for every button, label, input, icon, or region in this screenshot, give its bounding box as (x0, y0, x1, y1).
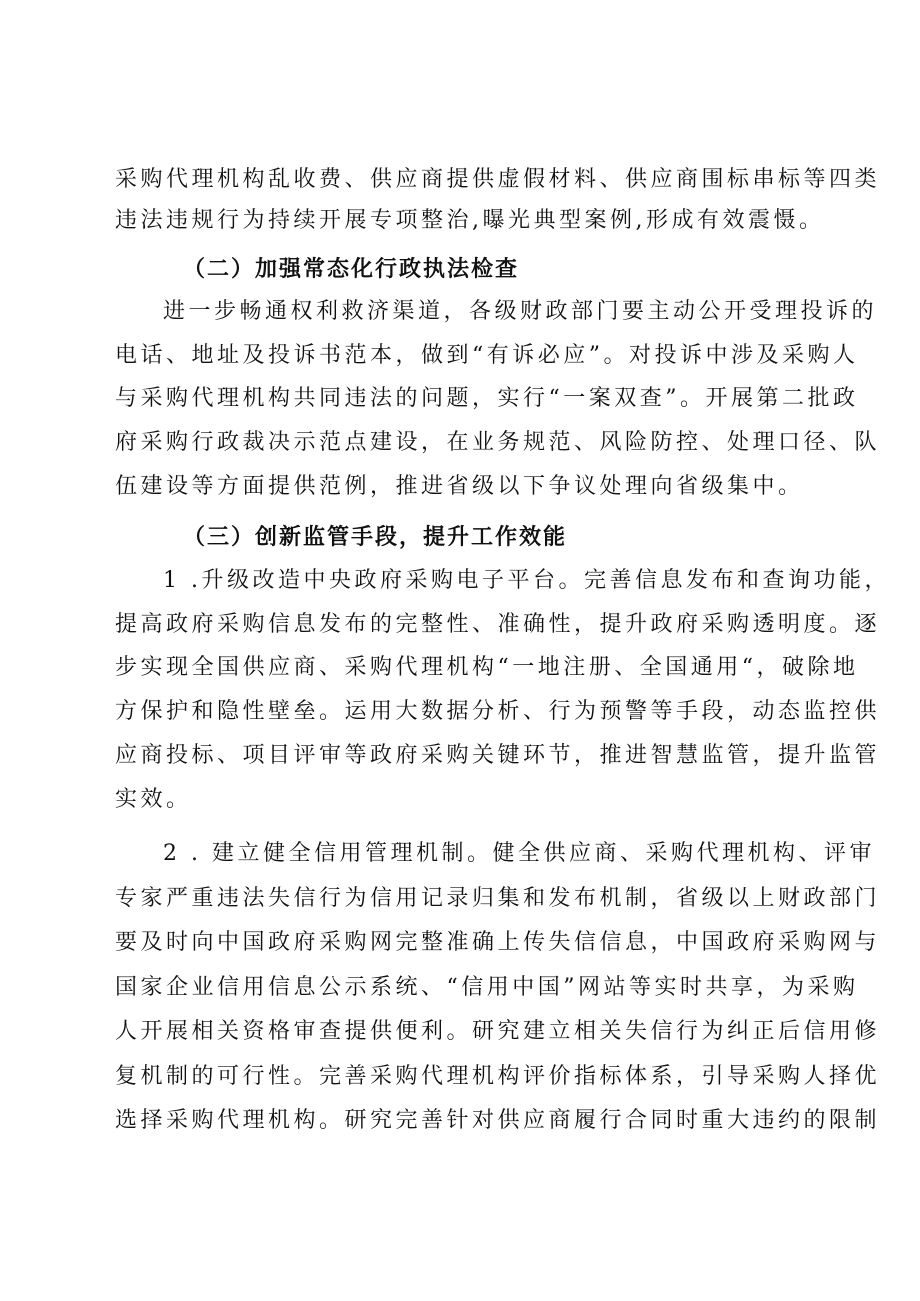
paragraph-line-3: 进一步畅通权利救济渠道，各级财政部门要主动公开受理投诉的 (163, 299, 878, 324)
paragraph-line-20: 选择采购代理机构。研究完善针对供应商履行合同时重大违约的限制 (115, 1108, 881, 1133)
paragraph-line-17: 国家企业信用信息公示系统、“信用中国”网站等实时共享，为采购 (115, 975, 859, 1000)
paragraph-line-9: 提高政府采购信息发布的完整性、准确性，提升政府采购透明度。逐 (115, 612, 881, 637)
section-heading-2: （二）加强常态化行政执法检查 (183, 257, 520, 282)
paragraph-line-5: 与采购代理机构共同违法的问题，实行“一案双查”。开展第二批政 (115, 386, 859, 411)
paragraph-line-13: 实效。 (115, 787, 192, 812)
paragraph-line-19: 复机制的可行性。完善采购代理机构评价指标体系，引导采购人择优 (115, 1064, 881, 1089)
paragraph-line-10: 步实现全国供应商、采购代理机构“一地注册、全国通用“，破除地 (115, 655, 859, 680)
paragraph-line-16: 要及时向中国政府采购网完整准确上传失信信息，中国政府采购网与 (115, 930, 881, 955)
paragraph-line-18: 人开展相关资格审查提供便利。研究建立相关失信行为纠正后信用修 (115, 1019, 881, 1044)
paragraph-line-15: 专家严重违法失信行为信用记录归集和发布机制，省级以上财政部门 (115, 886, 881, 911)
section-heading-3: （三）创新监管手段，提升工作效能 (183, 525, 568, 550)
paragraph-line-2: 违法违规行为持续开展专项整治,曝光典型案例,形成有效震慑。 (115, 208, 825, 233)
paragraph-line-4: 电话、地址及投诉书范本，做到“有诉必应”。对投诉中涉及采购人 (115, 343, 859, 368)
paragraph-line-6: 府采购行政裁决示范点建设，在业务规范、风险防控、处理口径、队 (115, 430, 881, 455)
paragraph-line-1: 采购代理机构乱收费、供应商提供虚假材料、供应商围标串标等四类 (115, 167, 881, 192)
paragraph-line-12: 应商投标、项目评审等政府采购关键环节，推进智慧监管，提升监管 (115, 743, 881, 768)
paragraph-line-7: 伍建设等方面提供范例，推进省级以下争议处理向省级集中。 (115, 474, 804, 499)
paragraph-line-8: 1 .升级改造中央政府采购电子平台。完善信息发布和查询功能， (163, 568, 890, 593)
paragraph-line-14: 2 . 建立健全信用管理机制。健全供应商、采购代理机构、评审 (163, 841, 875, 866)
paragraph-line-11: 方保护和隐性壁垒。运用大数据分析、行为预警等手段，动态监控供 (115, 699, 881, 724)
